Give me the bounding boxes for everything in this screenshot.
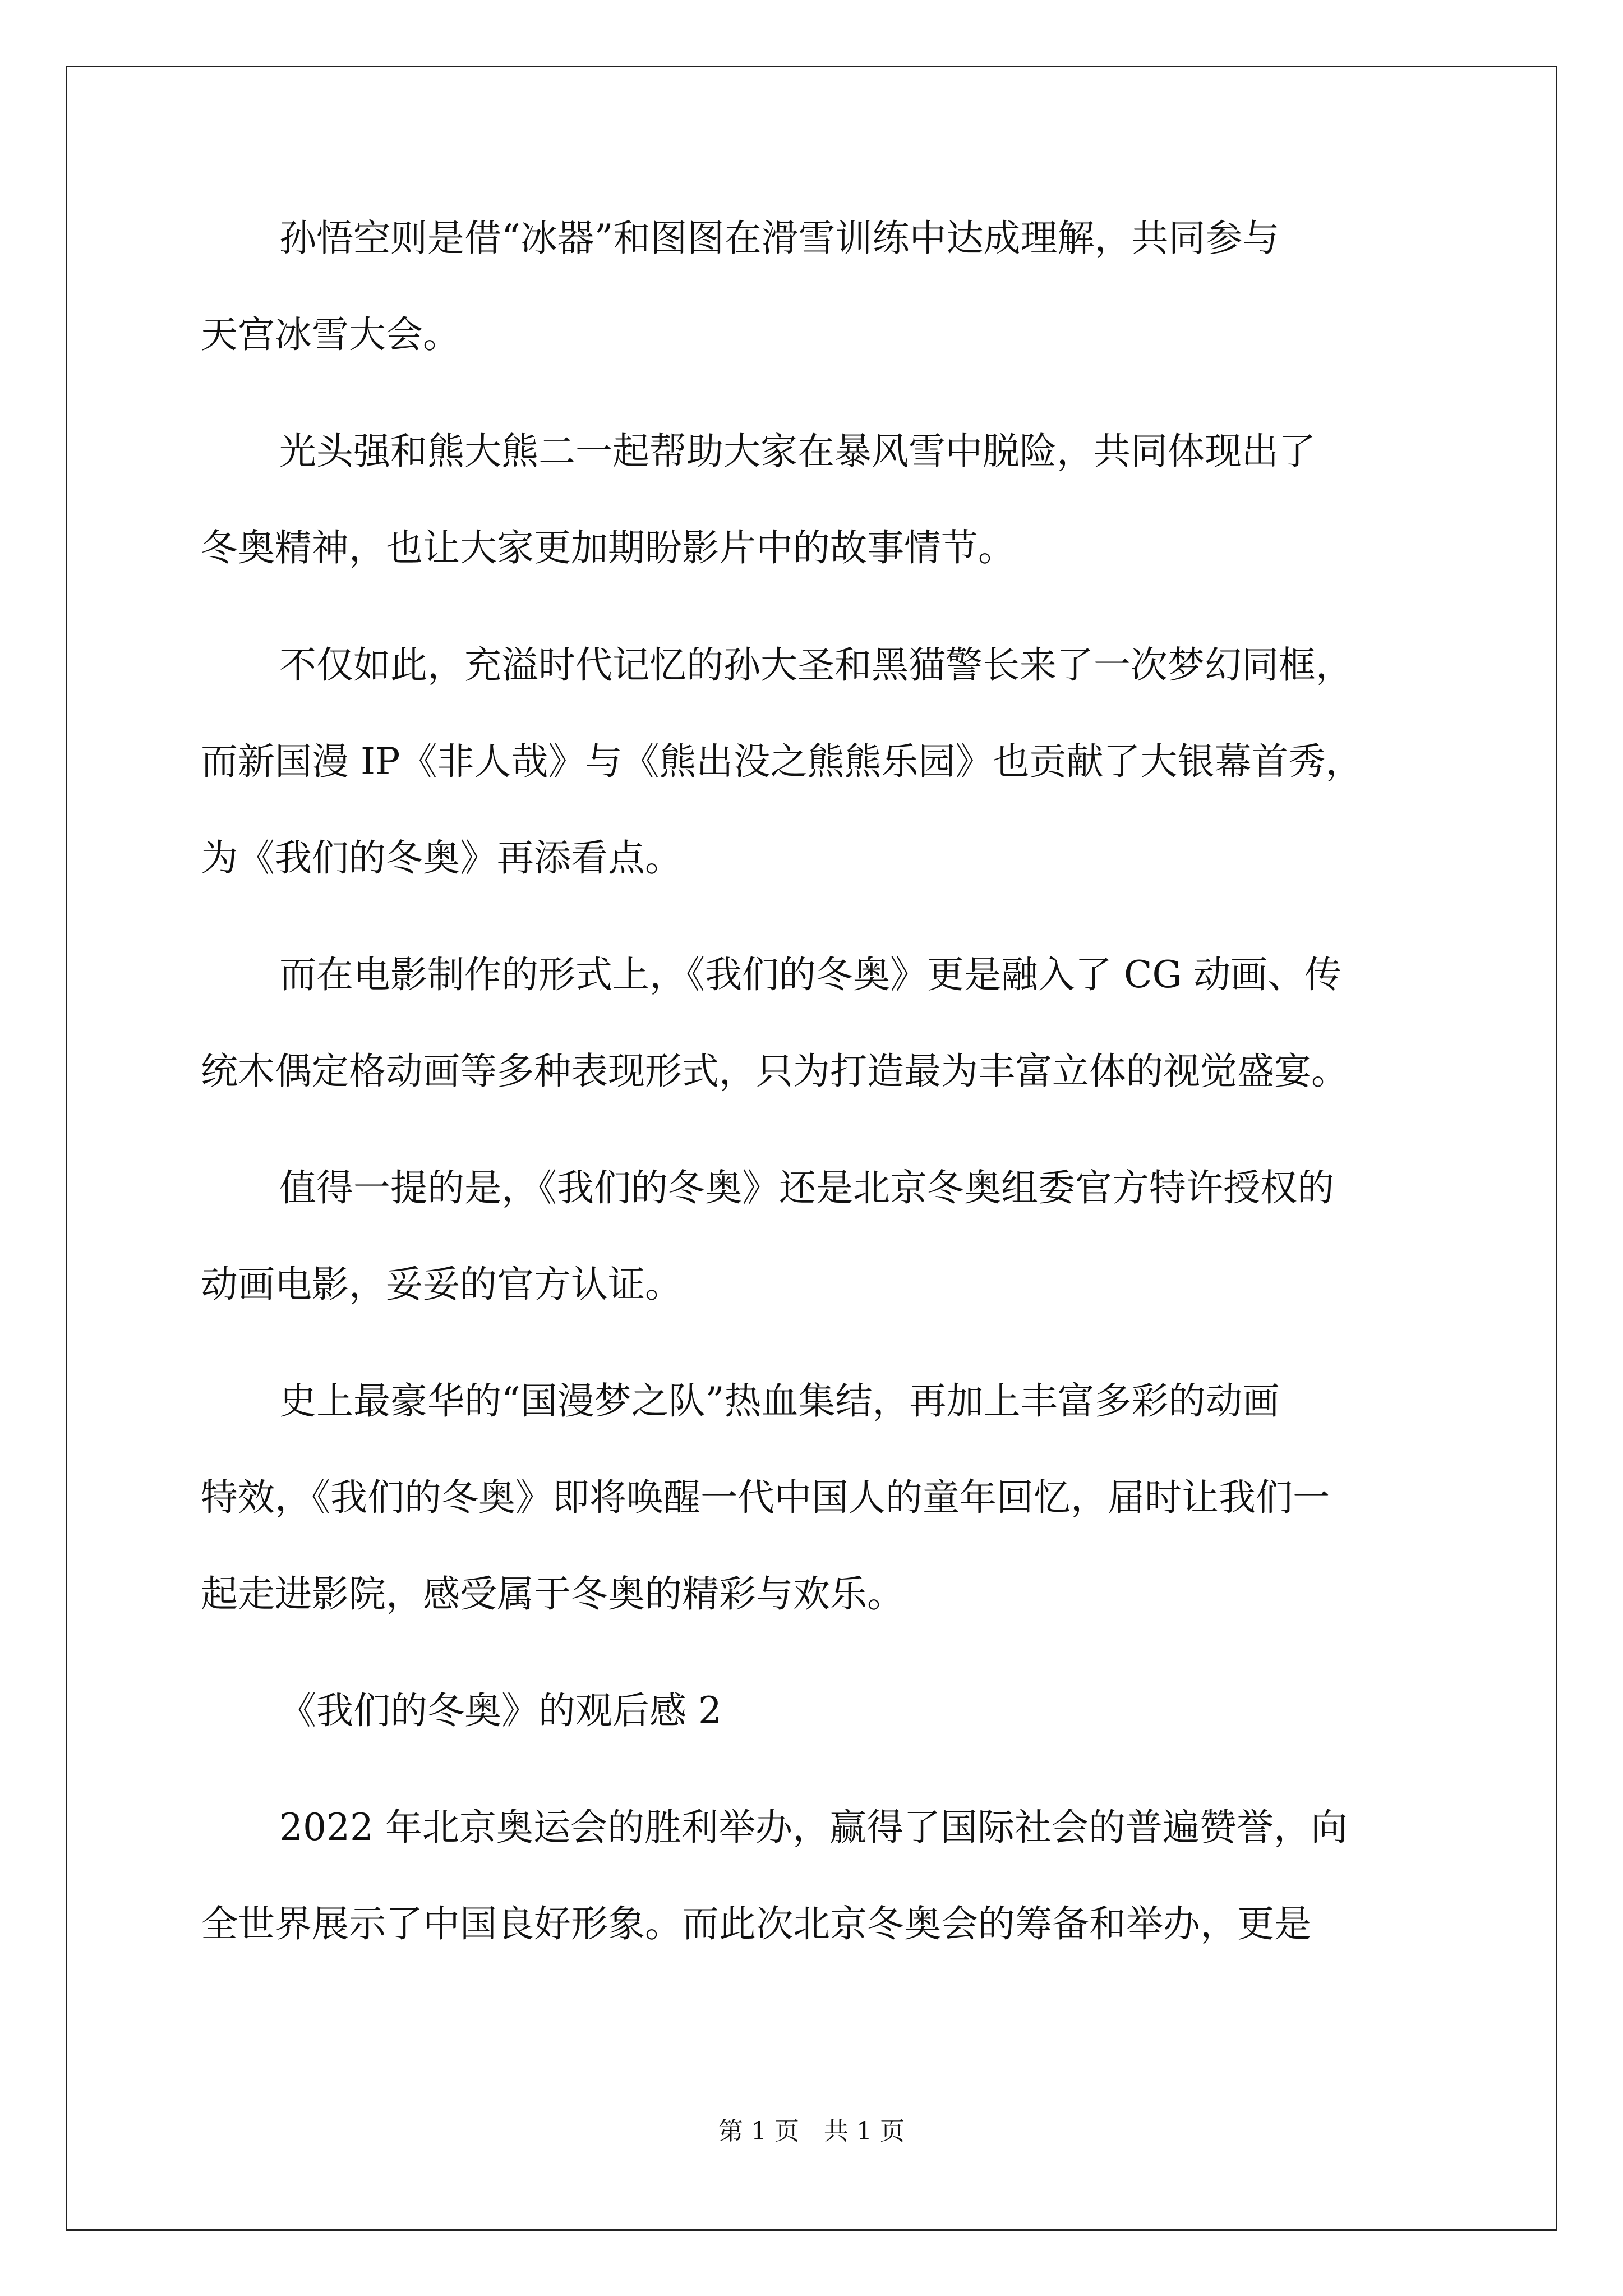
page-total: 共 1 页: [824, 2117, 905, 2146]
section-heading: 《我们的冬奥》的观后感 2: [279, 1689, 722, 1732]
paragraph-line: 特效，《我们的冬奥》即将唤醒一代中国人的童年回忆，届时让我们一: [201, 1476, 1330, 1519]
paragraph-line: 而新国漫 IP《非人哉》与《熊出没之熊熊乐园》也贡献了大银幕首秀，: [201, 740, 1363, 783]
paragraph-line: 起走进影院，感受属于冬奥的精彩与欢乐。: [201, 1572, 904, 1616]
paragraph-line: 史上最豪华的“国漫梦之队”热血集结，再加上丰富多彩的动画: [279, 1379, 1280, 1423]
page-number: 第 1 页: [718, 2117, 799, 2146]
paragraph-line: 孙悟空则是借“冰器”和图图在滑雪训练中达成理解，共同参与: [279, 217, 1280, 260]
paragraph-line: 不仅如此，充溢时代记忆的孙大圣和黑猫警长来了一次梦幻同框，: [279, 643, 1353, 687]
paragraph-line: 冬奥精神，也让大家更加期盼影片中的故事情节。: [201, 526, 1015, 569]
paragraph-line: 动画电影，妥妥的官方认证。: [201, 1263, 682, 1306]
paragraph-line: 全世界展示了中国良好形象。而此次北京冬奥会的筹备和举办，更是: [201, 1902, 1311, 1945]
paragraph-line: 值得一提的是，《我们的冬奥》还是北京冬奥组委官方特许授权的: [279, 1166, 1334, 1209]
paragraph-line: 2022 年北京奥运会的胜利举办，赢得了国际社会的普遍赞誉，向: [279, 1806, 1348, 1849]
paragraph-line: 而在电影制作的形式上，《我们的冬奥》更是融入了 CG 动画、传: [279, 953, 1342, 996]
paragraph-line: 为《我们的冬奥》再添看点。: [201, 836, 682, 880]
paragraph-line: 光头强和熊大熊二一起帮助大家在暴风雪中脱险，共同体现出了: [279, 430, 1316, 473]
page-footer: [0, 2115, 1623, 2148]
paragraph-line: 统木偶定格动画等多种表现形式，只为打造最为丰富立体的视觉盛宴。: [201, 1050, 1348, 1093]
paragraph-line: 天宫冰雪大会。: [201, 313, 460, 356]
